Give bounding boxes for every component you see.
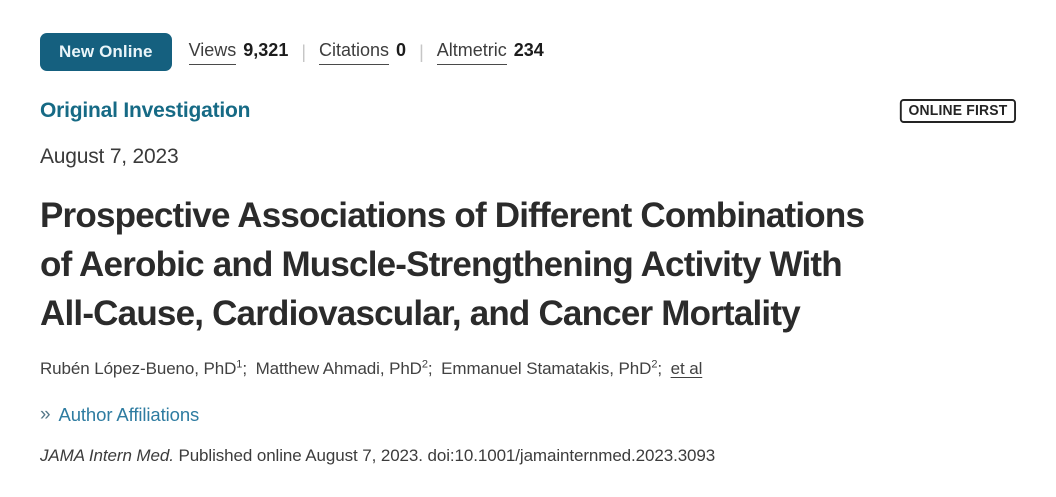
metric-divider: | <box>419 41 424 62</box>
author-name: Emmanuel Stamatakis, PhD <box>441 359 652 379</box>
views-link[interactable]: Views <box>189 40 237 65</box>
altmetric-metric <box>437 40 544 65</box>
author-affiliation-number: 1 <box>236 358 243 371</box>
author-affiliations-link[interactable] <box>40 404 1016 426</box>
author-separator: ; <box>427 359 433 379</box>
category-row <box>40 99 1016 123</box>
author-list <box>40 359 1016 379</box>
metric-divider: | <box>301 41 307 62</box>
citation-line <box>40 446 1016 466</box>
author-affiliation-number: 2 <box>651 358 658 371</box>
author-name: Rubén López-Bueno, PhD <box>40 359 237 379</box>
views-count: 9,321 <box>243 39 289 60</box>
citations-count: 0 <box>396 39 407 60</box>
author-affiliation-number: 2 <box>421 358 428 371</box>
views-metric <box>189 40 289 65</box>
et-al-link[interactable]: et al <box>670 359 703 379</box>
citation-text: Published online August 7, 2023. doi:10.1001/jamainternmed.2023.3093 <box>173 446 716 466</box>
author-separator: ; <box>242 359 247 379</box>
publish-date: August 7, 2023 <box>40 145 179 169</box>
top-metrics-row <box>40 33 1016 71</box>
journal-name: JAMA Intern Med. <box>40 446 174 466</box>
author-affiliations-label: Author Affiliations <box>58 404 200 426</box>
double-chevron-right-icon: » <box>40 404 51 426</box>
author-name: Matthew Ahmadi, PhD <box>255 359 422 379</box>
article-title <box>40 191 1016 338</box>
altmetric-count: 234 <box>513 39 544 60</box>
author-separator: ; <box>657 359 662 379</box>
title-line-3: All-Cause, Cardiovascular, and Cancer Mortality <box>40 294 800 334</box>
article-category[interactable]: Original Investigation <box>40 99 251 123</box>
citations-link[interactable]: Citations <box>319 40 389 65</box>
title-line-1: Prospective Associations of Different Combinations <box>40 196 865 236</box>
citations-metric <box>319 40 406 65</box>
title-line-2: of Aerobic and Muscle-Strengthening Activity With <box>40 245 842 285</box>
new-online-badge: New Online <box>40 33 172 71</box>
online-first-badge: ONLINE FIRST <box>900 99 1016 123</box>
altmetric-link[interactable]: Altmetric <box>437 40 507 65</box>
article-metrics <box>189 40 544 65</box>
